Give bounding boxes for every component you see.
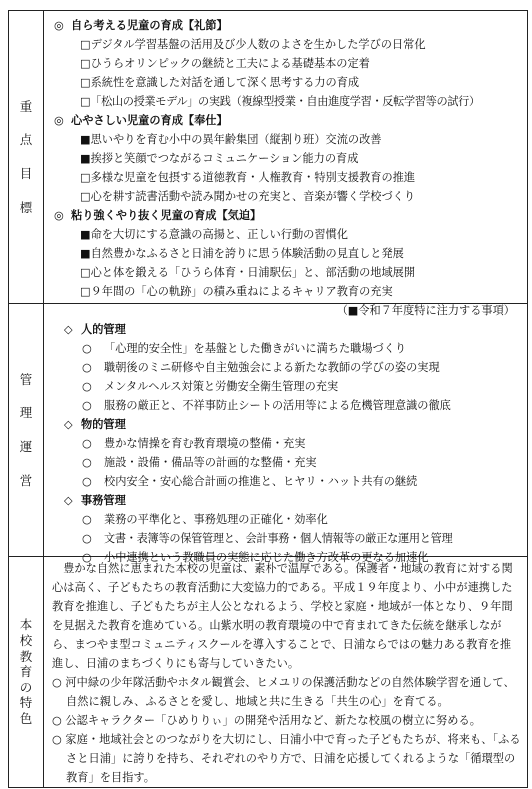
label-char: 育 (19, 664, 33, 680)
management-text: 施設・設備・備品等の計画的な整備・充実 (104, 456, 317, 469)
features-label (9, 557, 44, 787)
goal-item (54, 263, 527, 282)
goal-title: 心やさしい児童の育成【奉仕】 (71, 114, 228, 127)
checkbox-mark: ■ (80, 152, 91, 165)
management-item (44, 434, 527, 453)
circle-bullet-icon: ○ (82, 437, 92, 450)
goal-text: ９年間の「心の軌跡」の積み重ねによるキャリア教育の充実 (90, 285, 393, 298)
circle-bullet-icon: ○ (52, 714, 62, 727)
circle-bullet-icon: ○ (82, 380, 92, 393)
management-text: 小中連携という教職員の実態に応じた働き方改革の更なる加速化 (104, 551, 429, 564)
management-item (44, 339, 527, 358)
goal-title: 自ら考える児童の育成【礼節】 (71, 19, 228, 32)
goals-row (9, 11, 527, 317)
double-circle-icon: ◎ (54, 114, 64, 127)
circle-bullet-icon: ○ (52, 733, 62, 746)
circle-bullet-icon: ○ (52, 676, 62, 689)
management-item (44, 510, 527, 529)
goals-content (44, 11, 527, 317)
checkbox-mark: □ (80, 38, 91, 51)
label-char: 理 (19, 405, 33, 421)
management-title: 物的管理 (81, 418, 126, 431)
label-char: 運 (19, 439, 33, 454)
checkbox-mark: □ (80, 190, 91, 203)
label-char: 校 (19, 632, 33, 648)
diamond-icon: ◇ (64, 494, 73, 507)
features-intro: 豊かな自然に恵まれた本校の児童は、素朴で温厚である。保護者・地域の教育に対する関心は高く、子どもたちの教育活動に大変協力的である。平成１９年度より、小中が連携した教育を推進し、子どもたちが主人公となれるよう、学校と家庭・地域が一体となり、９年間を見据えた教育を進めている。山紫水明の教育環境の中で育まれてきた伝統を継承しながら、まつやま型コミュニティスクールを導入することで、日浦ならではの魅力ある教育を推進し、日浦のまちづくりにも寄与していきたい。 (52, 562, 513, 670)
management-item (44, 377, 527, 396)
goal-item (54, 187, 527, 206)
goal-item (54, 244, 527, 263)
label-char: 点 (19, 132, 33, 148)
management-text: 職朝後のミニ研修や自主勉強会による新たな教師の学びの姿の実現 (104, 361, 440, 374)
goal-item (54, 149, 527, 168)
checkbox-mark: □ (80, 171, 91, 184)
checkbox-mark: □ (80, 95, 91, 108)
management-text: 服務の厳正と、不祥事防止シートの活用等による危機管理意識の徹底 (104, 399, 451, 412)
label-char: 教 (19, 648, 33, 664)
goal-title: 粘り強くやり抜く児童の育成【気迫】 (71, 209, 262, 222)
goal-text: 挨拶と笑顔でつながるコミュニケーション能力の育成 (90, 152, 359, 165)
goal-text: デジタル学習基盤の活用及び少人数のよさを生かした学びの日常化 (90, 38, 426, 51)
diamond-icon: ◇ (64, 323, 73, 336)
management-item (44, 396, 527, 415)
goal-text: 命を大切にする意識の高揚と、正しい行動の習慣化 (90, 228, 348, 241)
management-item (44, 472, 527, 491)
circle-bullet-icon: ○ (82, 532, 92, 545)
goal-item (54, 35, 527, 54)
label-char: 管 (19, 371, 33, 387)
circle-bullet-icon: ○ (82, 342, 92, 355)
management-label (9, 304, 44, 556)
priority-note: （■令和７年度特に注力する事項） (336, 304, 515, 317)
checkbox-mark: ■ (80, 228, 91, 241)
checkbox-mark: □ (80, 76, 91, 89)
label-char: 特 (19, 695, 33, 711)
checkbox-mark: □ (80, 285, 91, 298)
circle-bullet-icon: ○ (82, 513, 92, 526)
goal-text: 心と体を鍛える「ひうら体育・日浦駅伝」と、部活動の地域展開 (90, 266, 416, 279)
goal-item (54, 130, 527, 149)
management-heading (44, 415, 527, 434)
goal-text: 思いやりを育む小中の異年齢集団（縦割り班）交流の改善 (90, 133, 382, 146)
feature-item (44, 673, 527, 711)
management-text: 「心理的安全性」を基盤とした働きがいに満ちた職場づくり (104, 342, 407, 355)
goal-text: 多様な児童を包摂する道徳教育・人権教育・特別支援教育の推進 (90, 171, 416, 184)
checkbox-mark: ■ (80, 133, 91, 146)
goal-item (54, 92, 527, 111)
feature-text: 公認キャラクター「ひめりりぃ」の開発や活用など、新たな校風の樹立に努める。 (65, 714, 481, 727)
goal-heading (54, 111, 527, 130)
features-row (9, 557, 527, 787)
checkbox-mark: □ (80, 266, 91, 279)
feature-text: 家庭・地域社会とのつながりを大切にし、日浦小中で育った子どもたちが、将来も、「ふるさと日浦」に誇りを持ち、それぞれのやり方で、日浦を応援してくれるような「循環型の教育」を目指す。 (65, 733, 521, 784)
double-circle-icon: ◎ (54, 209, 64, 222)
label-char: 標 (19, 199, 33, 215)
management-heading (44, 491, 527, 510)
feature-text: 河中緑の少年隊活動やホタル観賞会、ヒメユリの保護活動などの自然体験学習を通して、自然に親しみ、ふるさとを愛し、地域と共に生きる「共生の心」を育てる。 (65, 676, 515, 708)
management-heading (44, 320, 527, 339)
goal-item (54, 225, 527, 244)
label-char: 本 (19, 617, 33, 633)
circle-bullet-icon: ○ (82, 399, 92, 412)
management-text: メンタルヘルス対策と労働安全衛生管理の充実 (104, 380, 339, 393)
circle-bullet-icon: ○ (82, 551, 92, 564)
circle-bullet-icon: ○ (82, 475, 92, 488)
management-title: 事務管理 (81, 494, 126, 507)
management-text: 校内安全・安心総合計画の推進と、ヒヤリ・ハット共有の継続 (104, 475, 418, 488)
management-text: 業務の平準化と、事務処理の正確化・効率化 (104, 513, 328, 526)
goal-item (54, 168, 527, 187)
diamond-icon: ◇ (64, 418, 73, 431)
goal-text: 「松山の授業モデル」の実践（複線型授業・自由進度学習・反転学習等の試行） (90, 95, 480, 108)
goal-text: ひうらオリンピックの継続と工夫による基礎基本の定着 (90, 57, 370, 70)
management-title: 人的管理 (81, 323, 126, 336)
label-char: 重 (19, 98, 33, 114)
goal-text: 系統性を意識した対話を通して深く思考する力の育成 (90, 76, 360, 89)
goal-item (54, 73, 527, 92)
goal-item (54, 282, 527, 301)
management-content (44, 304, 527, 564)
management-item (44, 358, 527, 377)
checkbox-mark: □ (80, 57, 91, 70)
management-item (44, 453, 527, 472)
double-circle-icon: ◎ (54, 19, 64, 32)
circle-bullet-icon: ○ (82, 456, 92, 469)
feature-item (44, 730, 527, 787)
goal-heading (54, 206, 527, 225)
goal-text: 心を耕す読書活動や読み聞かせの充実と、音楽が響く学校づくり (90, 190, 416, 203)
goals-label (9, 11, 44, 303)
school-plan-table (8, 10, 528, 788)
features-content (44, 557, 527, 787)
label-char: 色 (19, 711, 33, 727)
label-char: の (19, 679, 33, 695)
checkbox-mark: ■ (80, 247, 91, 260)
goal-heading (54, 16, 527, 35)
label-char: 目 (19, 166, 33, 181)
management-row (9, 304, 527, 564)
circle-bullet-icon: ○ (82, 361, 92, 374)
goal-item (54, 54, 527, 73)
management-item (44, 529, 527, 548)
management-text: 文書・表簿等の保管管理と、会計事務・個人情報等の厳正な運用と管理 (104, 532, 453, 545)
label-char: 営 (19, 472, 33, 488)
goal-text: 自然豊かなふるさと日浦を誇りに思う体験活動の見直しと発展 (90, 247, 404, 260)
management-text: 豊かな情操を育む教育環境の整備・充実 (104, 437, 306, 450)
feature-item (44, 711, 527, 730)
